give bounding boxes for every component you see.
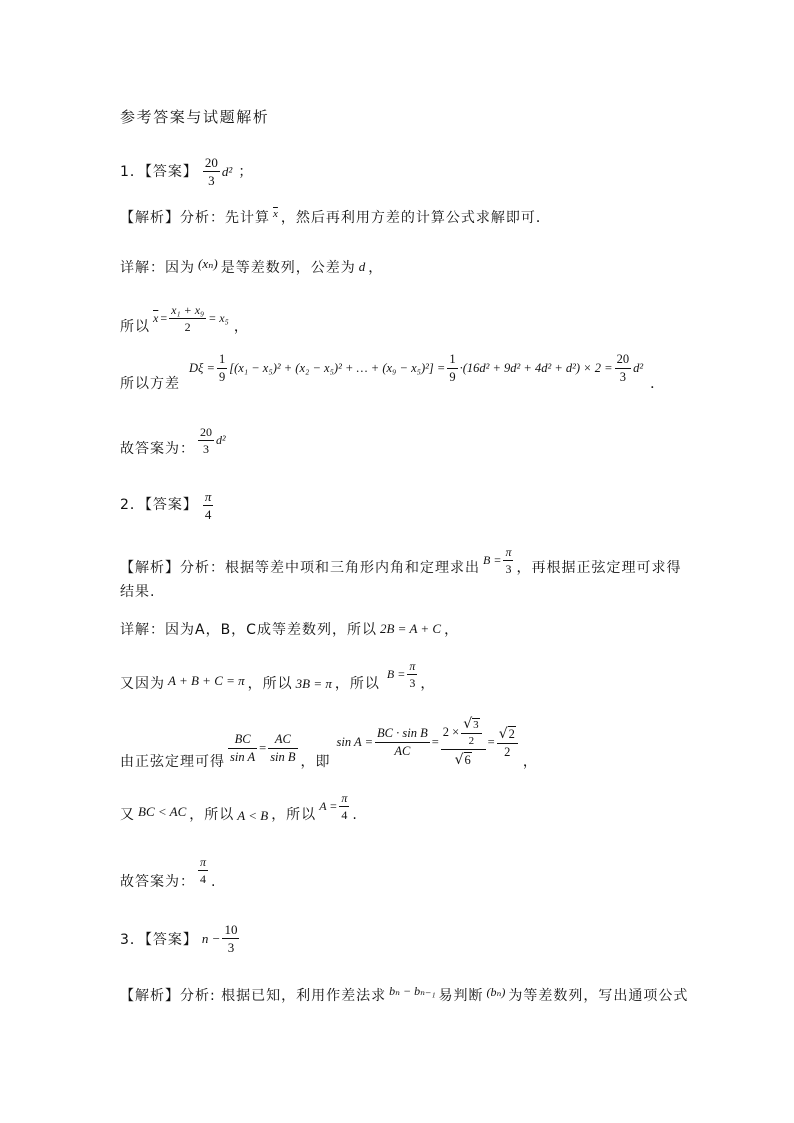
q2-final-formula (197, 856, 209, 885)
formula-lhs: n − (201, 930, 221, 946)
q2-detail-text: ，所以 (247, 676, 293, 692)
q2-detail-text: 由正弦定理可得 (120, 754, 225, 770)
square-root (463, 717, 479, 731)
numerator: 10 (224, 921, 238, 937)
common-difference (358, 260, 367, 273)
punctuation: ， (368, 260, 384, 276)
numerator (461, 717, 481, 734)
equals: = (487, 734, 495, 749)
q1-detail-text: 详解：因为 (120, 260, 195, 276)
punctuation: . (211, 874, 217, 890)
q1-final-formula (197, 426, 227, 455)
variance-formula (188, 353, 644, 383)
q1-variance-text: 所以方差 (120, 376, 180, 392)
formula-text: 2B = A + C (379, 620, 442, 636)
q1-answer-formula (202, 156, 233, 187)
mean-symbol (272, 209, 279, 220)
q1-answer-label: 1．【答案】 (120, 164, 198, 180)
sequence-formula (486, 986, 507, 998)
denominator: 3 (505, 561, 512, 576)
formula-lhs: sin A = (336, 734, 374, 749)
variance-lhs: Dξ = (189, 360, 215, 375)
q2-answer-formula (202, 490, 215, 521)
fraction (222, 923, 239, 954)
punctuation: ， (233, 319, 249, 335)
q1-analysis-text: ，然后再利用方差的计算公式求解即可． (280, 210, 551, 226)
mean-rhs: = x₅ (208, 311, 229, 325)
formula-text: BC < AC (138, 803, 187, 819)
formula (236, 809, 269, 822)
numerator: BC · sin B (375, 727, 430, 743)
formula-text: A < B (237, 807, 269, 823)
sin-a-formula (336, 717, 519, 767)
equals: = (431, 734, 439, 749)
sequence: (bₙ) (486, 985, 506, 999)
numerator: 20 (204, 154, 218, 170)
formula-lhs: B = (386, 667, 406, 681)
difference-formula (388, 985, 436, 997)
denominator: sin B (270, 749, 296, 764)
angle-a-formula (318, 792, 350, 821)
denominator: 4 (204, 506, 212, 522)
q2-detail-text: ，所以 (189, 807, 235, 823)
q3-analysis-text: 【解析】分析: 根据已知，利用作差法求 (120, 988, 387, 1004)
sequence: (xₙ) (198, 255, 218, 271)
numerator: BC (228, 733, 257, 749)
formula-text: A + B + C = π (168, 672, 245, 688)
numerator: π (341, 790, 348, 805)
denominator: 3 (409, 675, 416, 690)
denominator: 2 (184, 319, 191, 334)
q3-answer-formula (201, 923, 241, 954)
numerator: π (200, 854, 207, 869)
q1-final-label: 故答案为： (120, 441, 195, 457)
square-root (455, 752, 472, 767)
q2-detail-text: ，所以 (271, 807, 317, 823)
angle-b-formula (482, 546, 514, 575)
numerator: 20 (615, 353, 632, 369)
mean-fraction (169, 304, 206, 333)
numerator (497, 726, 518, 744)
formula-text: 3B = π (295, 675, 332, 691)
radicand: 3 (473, 719, 479, 732)
formula (137, 805, 187, 818)
angle-b-formula (386, 660, 418, 689)
fraction (497, 726, 518, 758)
denominator: 2 (504, 744, 511, 759)
fraction (198, 426, 214, 455)
variable: d² (216, 433, 226, 447)
denominator: 3 (203, 441, 209, 456)
sequence-formula (197, 257, 219, 270)
fraction (375, 727, 430, 757)
formula (295, 677, 333, 690)
denominator: 4 (200, 871, 206, 886)
denominator (441, 750, 486, 767)
q1-answer-fraction (203, 156, 220, 187)
q2-analysis-text: ，再根据正弦定理可求得 (516, 560, 682, 576)
denominator: 2 (468, 735, 475, 748)
denominator: 3 (227, 939, 235, 955)
variable: d² (221, 163, 233, 179)
nested-fraction (441, 717, 486, 767)
fraction (503, 546, 513, 575)
q1-detail-text: 是等差数列，公差为 (220, 260, 356, 276)
x-bar: $\overline{x}$ (273, 207, 278, 220)
radicand: 2 (508, 727, 515, 741)
punctuation: ， (444, 622, 460, 638)
q2-answer-label: 2．【答案】 (120, 497, 198, 513)
punctuation: ； (238, 164, 254, 180)
numerator: x₁ + x₉ (171, 302, 205, 317)
fraction (407, 660, 417, 689)
numerator (441, 717, 486, 750)
sine-rule-formula (227, 733, 299, 763)
numerator: π (409, 658, 416, 673)
numerator: 1 (447, 353, 457, 369)
formula (167, 674, 246, 687)
variable: d (358, 258, 366, 274)
numerator: π (505, 544, 512, 559)
mean-formula (152, 304, 230, 333)
sqrt-symbol: √ (463, 716, 473, 733)
x-bar: $\overline{x}$ (153, 311, 159, 325)
page-title: 参考答案与试题解析 (120, 108, 270, 126)
formula (379, 622, 442, 635)
equals: = (160, 311, 168, 325)
variance-sum: [(x₁ − x₅)² + (x₂ − x₅)² + … + (x₉ − x₅)²] = (229, 360, 446, 375)
fraction (228, 733, 257, 763)
denominator: AC (394, 743, 411, 758)
denominator: 9 (449, 369, 456, 384)
equals: = (259, 740, 267, 755)
denominator: sin A (230, 749, 256, 764)
q1-mean-text: 所以 (120, 319, 150, 335)
fraction (203, 490, 214, 521)
q2-final-label: 故答案为： (120, 874, 195, 890)
numerator: AC (268, 733, 297, 749)
fraction (447, 353, 457, 383)
q3-analysis-text: 为等差数列，写出通项公式 (508, 988, 689, 1004)
q2-analysis-text: 结果. (120, 584, 156, 600)
q2-detail-text: ，即 (300, 754, 331, 770)
q2-detail-text: 详解：因为A，B，C成等差数列，所以 (120, 622, 377, 638)
punctuation: ， (420, 676, 436, 692)
punctuation: . (352, 807, 358, 823)
formula-lhs: B = (483, 553, 502, 567)
denominator: 3 (619, 369, 626, 384)
numerator: 1 (217, 353, 227, 369)
radicand: 6 (464, 753, 471, 768)
q3-analysis-text: 易判断 (438, 988, 484, 1004)
variable: d² (633, 360, 644, 375)
numerator: 20 (200, 424, 212, 439)
fraction (198, 856, 208, 885)
square-root (499, 726, 516, 741)
fraction (268, 733, 297, 763)
numerator-prefix: 2 × (442, 725, 460, 739)
q1-analysis-text: 【解析】分析：先计算 (120, 210, 270, 226)
q3-answer-label: 3．【答案】 (120, 932, 198, 948)
q2-detail-text: 又因为 (120, 676, 165, 692)
q2-detail-text: ，所以 (334, 676, 380, 692)
punctuation: ， (522, 754, 538, 770)
punctuation: ． (650, 376, 666, 392)
q2-analysis-text: 【解析】分析：根据等差中项和三角形内角和定理求出 (120, 560, 480, 576)
q2-detail-text: 又 (120, 807, 135, 823)
formula-lhs: A = (319, 799, 338, 813)
fraction (615, 353, 632, 383)
denominator: 4 (341, 807, 348, 822)
fraction (217, 353, 227, 383)
denominator: 9 (218, 369, 226, 384)
sqrt-symbol: √ (454, 751, 464, 768)
fraction (339, 792, 349, 821)
formula-text: bₙ − bₙ₋₁ (389, 984, 436, 998)
sqrt-symbol: √ (498, 725, 508, 742)
variance-middle: ·(16d² + 9d² + 4d² + d²) × 2 = (459, 360, 613, 375)
inner-fraction (461, 717, 481, 747)
denominator: 3 (208, 172, 215, 188)
numerator: π (204, 488, 212, 504)
